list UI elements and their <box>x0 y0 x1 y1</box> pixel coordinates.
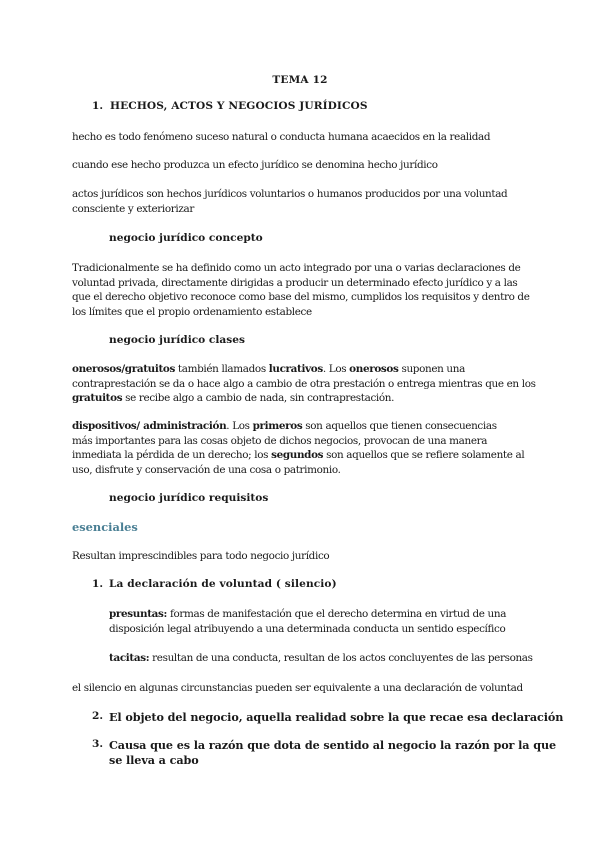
paragraph-onerosos-line-2: contraprestación se da o hace algo a cambio de otra prestación o entrega mientras que en los <box>72 378 536 390</box>
page-title: TEMA 12 <box>272 74 328 86</box>
item-1-number: 1. <box>92 578 104 590</box>
paragraph-onerosos-line-3: gratuitos se recibe algo a cambio de nada, sin contraprestación. <box>72 392 395 404</box>
paragraph-dispositivos-line-2: más importantes para las cosas objeto de dichos negocios, provocan de una manera <box>72 435 488 447</box>
item-2-text: El objeto del negocio, aquella realidad sobre la que recae esa declaración <box>109 710 564 724</box>
paragraph-tacitas: tacitas: resultan de una conducta, resultan de los actos concluyentes de las personas <box>109 652 533 664</box>
item-3-number: 3. <box>92 738 104 750</box>
subheading-concepto: negocio jurídico concepto <box>109 232 263 244</box>
paragraph-dispositivos-line-1: dispositivos/ administración. Los primeros son aquellos que tienen consecuencias <box>72 420 497 432</box>
section-number: 1. <box>92 100 104 112</box>
paragraph-hecho: hecho es todo fenómeno suceso natural o conducta humana acaecidos en la realidad <box>72 131 491 143</box>
paragraph-dispositivos-line-4: uso, disfrute y conservación de una cosa o patrimonio. <box>72 464 341 476</box>
paragraph-imprescindibles: Resultan imprescindibles para todo negocio jurídico <box>72 550 330 562</box>
paragraph-actos-line-1: actos jurídicos son hechos jurídicos voluntarios o humanos producidos por una voluntad <box>72 188 508 200</box>
term-onerosos-gratuitos: onerosos/gratuitos <box>72 363 175 375</box>
item-3-line-1: Causa que es la razón que dota de sentido al negocio la razón por la que <box>109 738 557 752</box>
paragraph-dispositivos-line-3: inmediata la pérdida de un derecho; los segundos son aquellos que se refiere solamente al <box>72 449 525 461</box>
term-tacitas: tacitas: <box>109 652 150 664</box>
subheading-clases: negocio jurídico clases <box>109 334 245 346</box>
paragraph-presuntas-line-2: disposición legal atribuyendo a una determinada conducta un sentido específico <box>109 623 506 635</box>
section-heading: HECHOS, ACTOS Y NEGOCIOS JURÍDICOS <box>110 100 368 112</box>
term-dispositivos: dispositivos/ administración <box>72 420 227 432</box>
paragraph-silencio: el silencio en algunas circunstancias pueden ser equivalente a una declaración de voluntad <box>72 682 523 694</box>
paragraph-presuntas-line-1: presuntas: formas de manifestación que el derecho determina en virtud de una <box>109 608 507 620</box>
item-2-number: 2. <box>92 710 104 722</box>
item-3-line-2: se lleva a cabo <box>109 753 199 767</box>
paragraph-concepto-line-1: Tradicionalmente se ha definido como un acto integrado por una o varias declaraciones de <box>72 262 521 274</box>
paragraph-concepto-line-4: los límites que el propio ordenamiento establece <box>72 306 312 318</box>
term-presuntas: presuntas: <box>109 608 168 620</box>
paragraph-onerosos-line-1: onerosos/gratuitos también llamados lucrativos. Los onerosos suponen una <box>72 363 465 375</box>
paragraph-hecho-juridico: cuando ese hecho produzca un efecto jurídico se denomina hecho jurídico <box>72 159 438 171</box>
subheading-requisitos: negocio jurídico requisitos <box>109 492 269 504</box>
heading-esenciales: esenciales <box>72 520 138 534</box>
paragraph-concepto-line-3: que el derecho objetivo reconoce como base del mismo, cumplidos los requisitos y dentro de <box>72 291 530 303</box>
item-1-text: La declaración de voluntad ( silencio) <box>109 578 337 590</box>
paragraph-concepto-line-2: voluntad privada, directamente dirigidas a producir un determinado efecto jurídico y a las <box>72 277 518 289</box>
paragraph-actos-line-2: consciente y exteriorizar <box>72 203 194 215</box>
